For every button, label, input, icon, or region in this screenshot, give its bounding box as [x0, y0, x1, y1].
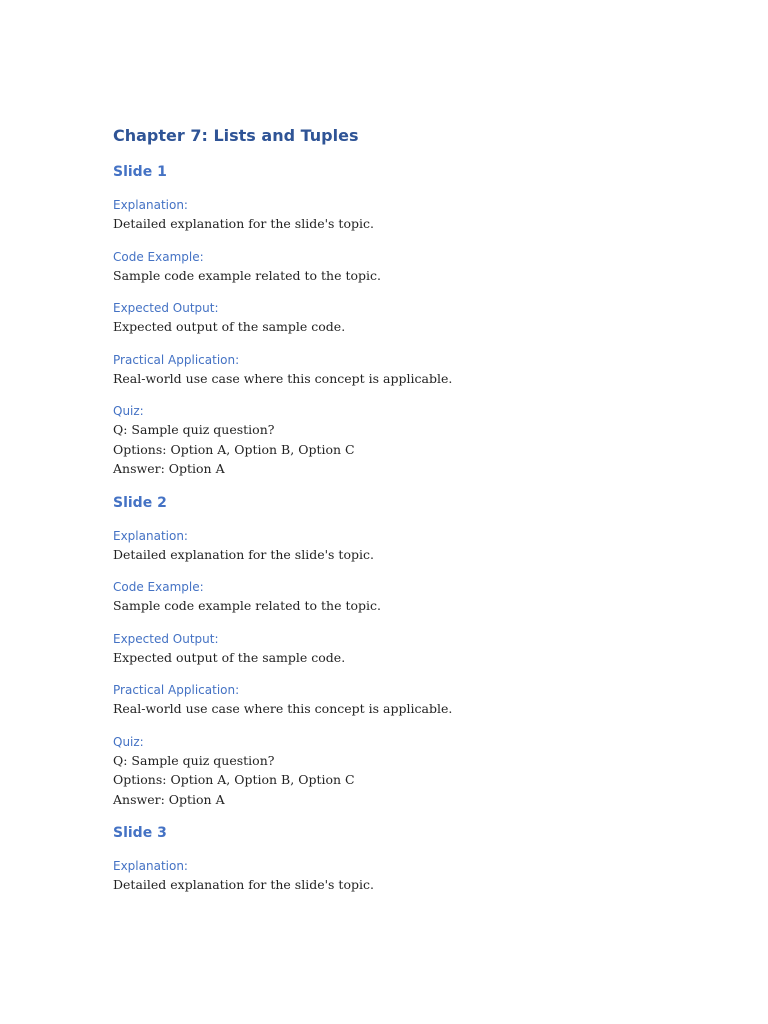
slide-title: Slide 1	[113, 164, 167, 180]
quiz-question: Q: Sample quiz question?	[113, 422, 275, 437]
quiz-label: Quiz:	[113, 734, 144, 749]
code-example-label: Code Example:	[113, 580, 204, 594]
slide-title: Slide 2	[113, 494, 167, 511]
explanation-text: Detailed explanation for the slide's topic.	[113, 877, 374, 892]
code-example-text: Sample code example related to the topic.	[113, 267, 381, 283]
explanation-text: Detailed explanation for the slide's topic.	[113, 216, 374, 231]
quiz-answer: Answer: Option A	[113, 461, 225, 476]
quiz-question: Q: Sample quiz question?	[113, 752, 275, 768]
chapter-title: Chapter 7: Lists and Tuples	[113, 126, 359, 145]
explanation-label: Explanation:	[113, 528, 188, 543]
document-page	[113, 124, 673, 895]
explanation-text: Detailed explanation for the slide's topic.	[113, 546, 374, 562]
slide-section-1	[113, 161, 673, 492]
slide-section-2	[113, 492, 673, 823]
practical-application-label: Practical Application:	[113, 352, 240, 367]
code-example-label: Code Example:	[113, 249, 204, 264]
expected-output-text: Expected output of the sample code.	[113, 649, 346, 665]
practical-application-text: Real-world use case where this concept is applicable.	[113, 701, 453, 716]
expected-output-text: Expected output of the sample code.	[113, 319, 346, 334]
slide-title: Slide 3	[113, 825, 167, 841]
code-example-text: Sample code example related to the topic.	[113, 598, 381, 613]
practical-application-text: Real-world use case where this concept is applicable.	[113, 370, 453, 386]
expected-output-label: Expected Output:	[113, 301, 219, 315]
explanation-label: Explanation:	[113, 198, 188, 212]
spacer	[113, 148, 673, 161]
practical-application-label: Practical Application:	[113, 683, 240, 697]
expected-output-label: Expected Output:	[113, 631, 219, 646]
slide-section-3	[113, 822, 673, 895]
explanation-label: Explanation:	[113, 859, 188, 873]
quiz-options: Options: Option A, Option B, Option C	[113, 772, 355, 787]
quiz-options: Options: Option A, Option B, Option C	[113, 441, 355, 457]
quiz-answer: Answer: Option A	[113, 791, 225, 807]
quiz-label: Quiz:	[113, 404, 144, 418]
